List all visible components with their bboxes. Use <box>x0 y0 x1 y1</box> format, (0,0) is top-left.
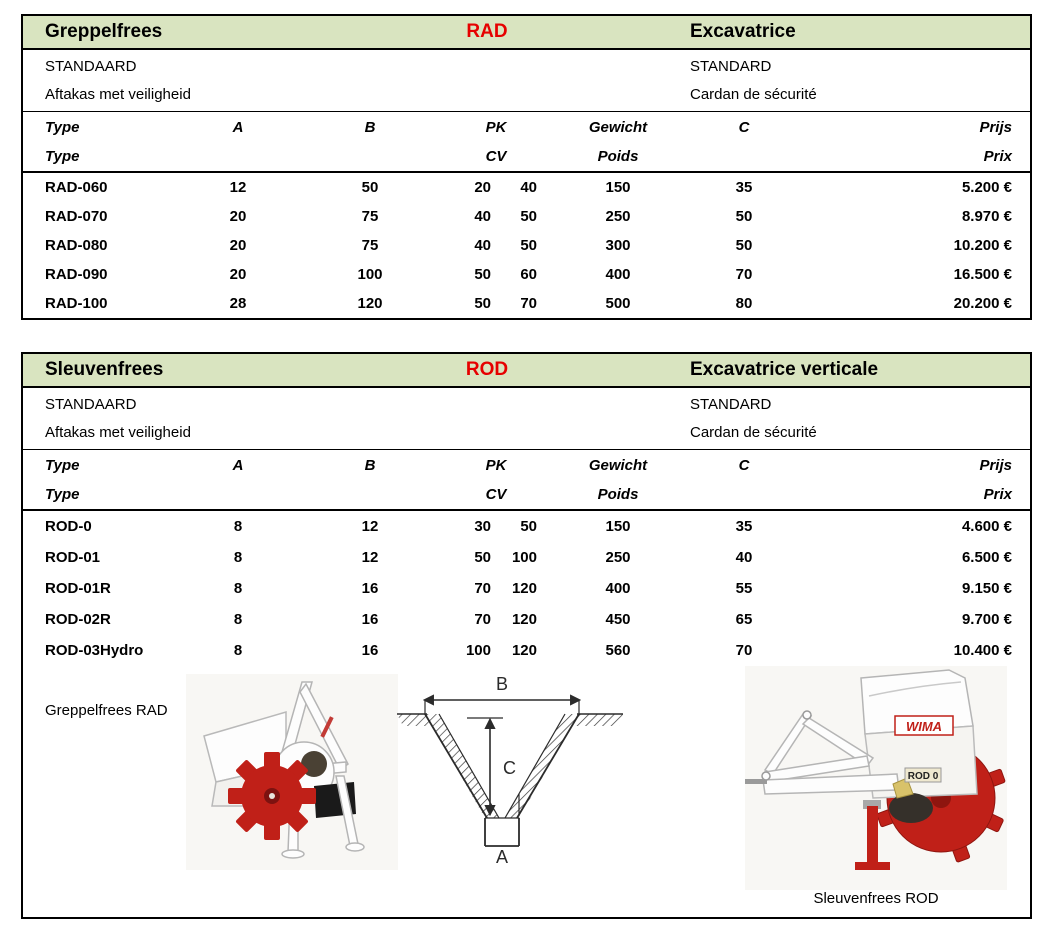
cell-pk <box>447 266 545 283</box>
rad-table-section <box>21 14 1032 320</box>
cell-pk <box>447 580 545 597</box>
col-prijs: Prijs <box>979 118 1012 136</box>
cell-pk-min: 30 <box>474 518 491 535</box>
cell-pk-max: 100 <box>511 549 537 566</box>
section-title-fr: Excavatrice <box>690 21 796 42</box>
cell-pk-min: 50 <box>474 266 491 283</box>
cell-a: 8 <box>233 549 243 566</box>
cell-a: 28 <box>229 295 247 312</box>
cell-type: ROD-03Hydro <box>45 642 144 659</box>
cell-gewicht: 560 <box>605 642 631 659</box>
cell-prijs: 8.970 € <box>961 208 1012 225</box>
col-b: B <box>364 118 376 136</box>
cell-prijs: 5.200 € <box>961 179 1012 196</box>
cell-prijs: 9.700 € <box>961 611 1012 628</box>
cell-pk <box>447 237 545 254</box>
cell-b: 16 <box>361 642 379 659</box>
rad-photo-caption: Greppelfrees RAD <box>45 702 168 719</box>
col-cv: CV <box>485 148 507 165</box>
subtitle-nl: STANDAARD <box>45 396 137 413</box>
column-header-row <box>23 480 1030 509</box>
col-a: A <box>232 118 244 136</box>
cell-gewicht: 300 <box>605 237 631 254</box>
cell-prijs: 6.500 € <box>961 549 1012 566</box>
cell-pk-max: 60 <box>520 266 537 283</box>
section-title-code: ROD <box>465 359 509 380</box>
cell-pk-max: 50 <box>520 237 537 254</box>
subtitle-fr: STANDARD <box>690 58 772 75</box>
cell-b: 50 <box>361 179 379 196</box>
cell-pk-max: 70 <box>520 295 537 312</box>
cell-a: 20 <box>229 266 247 283</box>
cell-pk-min: 20 <box>474 179 491 196</box>
cell-type: RAD-060 <box>45 179 108 196</box>
table-row <box>23 542 1030 573</box>
subtitle-fr: Cardan de sécurité <box>690 86 817 103</box>
brand-logo <box>895 716 953 735</box>
col-c: C <box>738 118 750 136</box>
col-b: B <box>364 456 376 474</box>
col-type-fr: Type <box>45 486 80 503</box>
cell-b: 16 <box>361 580 379 597</box>
cell-c: 35 <box>735 179 753 196</box>
cell-b: 75 <box>361 208 379 225</box>
cell-type: ROD-01R <box>45 580 111 597</box>
cell-pk-max: 120 <box>511 580 537 597</box>
cell-gewicht: 150 <box>605 179 631 196</box>
cell-c: 40 <box>735 549 753 566</box>
subtitle-nl: Aftakas met veiligheid <box>45 424 191 441</box>
table-row <box>23 202 1030 231</box>
subtitle-nl: STANDAARD <box>45 58 137 75</box>
rod-table-section <box>21 352 1032 919</box>
cell-prijs: 16.500 € <box>953 266 1012 283</box>
rad-subtitle-rows <box>23 50 1030 112</box>
cell-pk-min: 50 <box>474 295 491 312</box>
cell-pk-min: 50 <box>474 549 491 566</box>
cell-pk <box>447 518 545 535</box>
column-header-row <box>23 112 1030 142</box>
table-row <box>23 573 1030 604</box>
table-row <box>23 173 1030 202</box>
rotor-wheel <box>228 752 316 840</box>
col-prijs: Prijs <box>979 456 1012 474</box>
rad-machine-image <box>186 674 398 870</box>
cell-gewicht: 250 <box>605 549 631 566</box>
subtitle-row <box>23 50 1030 80</box>
rad-section-header <box>23 16 1030 50</box>
cell-a: 20 <box>229 208 247 225</box>
cell-pk <box>447 611 545 628</box>
cell-prijs: 4.600 € <box>961 518 1012 535</box>
cell-type: ROD-0 <box>45 518 92 535</box>
rad-column-headers <box>23 112 1030 173</box>
svg-text:ROD 0: ROD 0 <box>907 771 939 782</box>
cell-type: RAD-080 <box>45 237 108 254</box>
section-title-fr: Excavatrice verticale <box>690 359 879 380</box>
cell-c: 50 <box>735 237 753 254</box>
cell-pk-max: 50 <box>520 518 537 535</box>
cell-pk <box>447 179 545 196</box>
cell-a: 8 <box>233 611 243 628</box>
cell-pk-min: 40 <box>474 208 491 225</box>
svg-text:WIMA: WIMA <box>905 719 943 734</box>
rod-rows <box>23 511 1030 666</box>
col-pk: PK <box>485 118 507 136</box>
cell-pk <box>447 549 545 566</box>
cell-type: ROD-01 <box>45 549 101 566</box>
rad-rows <box>23 173 1030 318</box>
cell-b: 12 <box>361 518 379 535</box>
cell-pk <box>447 642 545 659</box>
cell-b: 16 <box>361 611 379 628</box>
product-images-area <box>23 666 1030 917</box>
cell-a: 12 <box>229 179 247 196</box>
col-gewicht: Gewicht <box>588 118 648 136</box>
cell-c: 55 <box>735 580 753 597</box>
cell-c: 35 <box>735 518 753 535</box>
section-title-nl: Greppelfrees <box>45 21 163 42</box>
col-gewicht: Gewicht <box>588 456 648 474</box>
table-row <box>23 231 1030 260</box>
cell-c: 70 <box>735 642 753 659</box>
cell-type: RAD-070 <box>45 208 108 225</box>
cell-pk-max: 50 <box>520 208 537 225</box>
cell-pk-min: 40 <box>474 237 491 254</box>
cell-prijs: 9.150 € <box>961 580 1012 597</box>
cell-type: RAD-090 <box>45 266 108 283</box>
cell-pk-min: 100 <box>465 642 491 659</box>
cell-gewicht: 250 <box>605 208 631 225</box>
section-title-nl: Sleuvenfrees <box>45 359 164 380</box>
subtitle-row <box>23 80 1030 111</box>
cell-pk-min: 70 <box>474 580 491 597</box>
diagram-label-a: A <box>495 847 509 866</box>
dimension-diagram <box>397 668 623 866</box>
cell-type: ROD-02R <box>45 611 111 628</box>
table-row <box>23 635 1030 666</box>
col-type: Type <box>45 118 80 136</box>
cell-c: 65 <box>735 611 753 628</box>
col-prix: Prix <box>983 148 1012 165</box>
cell-c: 50 <box>735 208 753 225</box>
model-label <box>905 768 941 782</box>
cell-a: 8 <box>233 580 243 597</box>
cell-a: 8 <box>233 642 243 659</box>
cell-gewicht: 450 <box>605 611 631 628</box>
col-a: A <box>232 456 244 474</box>
rod-column-headers <box>23 450 1030 511</box>
cell-b: 100 <box>357 266 383 283</box>
cell-prijs: 20.200 € <box>953 295 1012 312</box>
rod-photo-caption: Sleuvenfrees ROD <box>813 890 939 907</box>
cell-b: 120 <box>357 295 383 312</box>
cell-gewicht: 150 <box>605 518 631 535</box>
col-cv: CV <box>485 486 507 503</box>
cell-pk <box>447 295 545 312</box>
rod-machine-image <box>745 666 1007 890</box>
col-poids: Poids <box>597 148 639 165</box>
cell-pk <box>447 208 545 225</box>
cell-a: 20 <box>229 237 247 254</box>
cell-b: 12 <box>361 549 379 566</box>
col-c: C <box>738 456 750 474</box>
col-prix: Prix <box>983 486 1012 503</box>
cell-c: 70 <box>735 266 753 283</box>
diagram-label-b: B <box>495 674 509 694</box>
col-poids: Poids <box>597 486 639 503</box>
cell-gewicht: 500 <box>605 295 631 312</box>
cell-pk-max: 40 <box>520 179 537 196</box>
col-type-fr: Type <box>45 148 80 165</box>
column-header-row <box>23 450 1030 480</box>
subtitle-fr: STANDARD <box>690 396 772 413</box>
subtitle-row <box>23 388 1030 418</box>
cell-c: 80 <box>735 295 753 312</box>
section-title-code: RAD <box>466 21 508 42</box>
cell-type: RAD-100 <box>45 295 108 312</box>
cell-pk-max: 120 <box>511 642 537 659</box>
col-type: Type <box>45 456 80 474</box>
cell-pk-min: 70 <box>474 611 491 628</box>
table-row <box>23 604 1030 635</box>
cell-gewicht: 400 <box>605 580 631 597</box>
rod-section-header <box>23 354 1030 388</box>
cell-b: 75 <box>361 237 379 254</box>
cell-pk-max: 120 <box>511 611 537 628</box>
cell-gewicht: 400 <box>605 266 631 283</box>
table-row <box>23 511 1030 542</box>
cell-prijs: 10.200 € <box>953 237 1012 254</box>
cell-a: 8 <box>233 518 243 535</box>
diagram-label-c: C <box>503 758 516 778</box>
subtitle-row <box>23 418 1030 449</box>
col-pk: PK <box>485 456 507 474</box>
subtitle-nl: Aftakas met veiligheid <box>45 86 191 103</box>
subtitle-fr: Cardan de sécurité <box>690 424 817 441</box>
table-row <box>23 260 1030 289</box>
column-header-row <box>23 142 1030 171</box>
cell-prijs: 10.400 € <box>953 642 1012 659</box>
rod-subtitle-rows <box>23 388 1030 450</box>
table-row <box>23 289 1030 318</box>
